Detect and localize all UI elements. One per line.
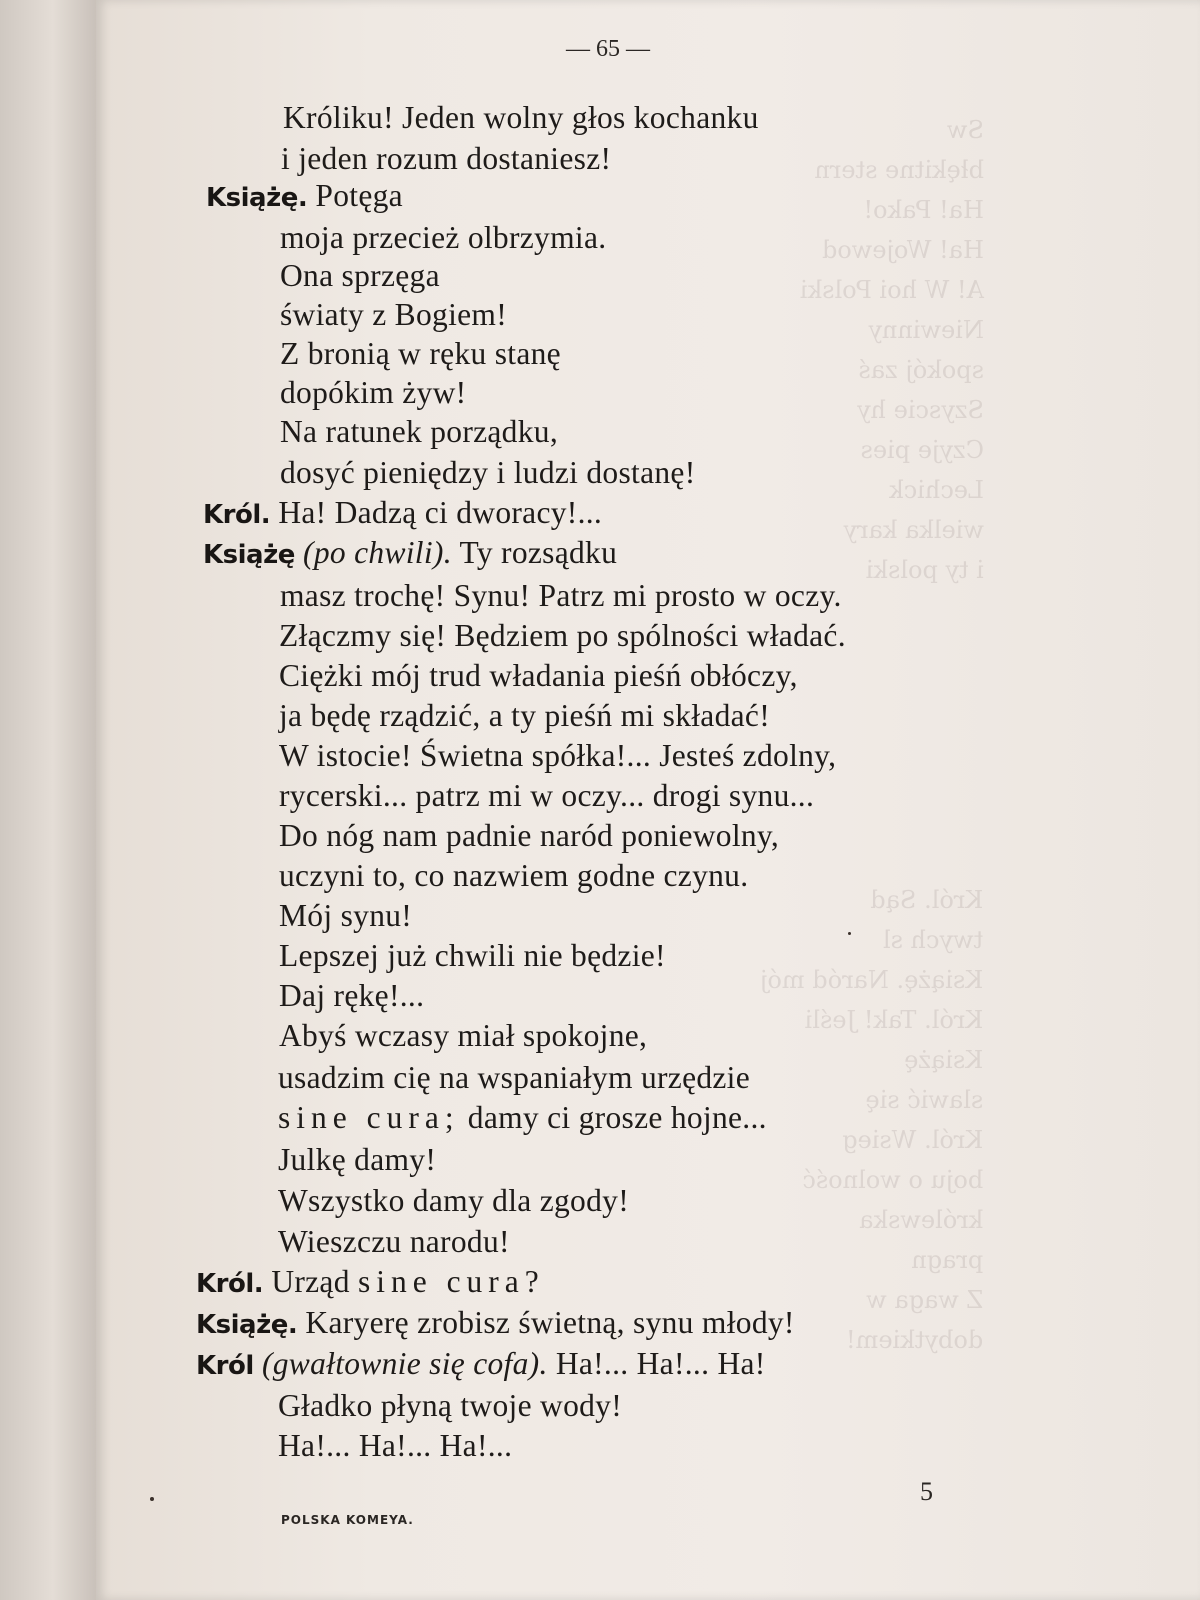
dialogue-line: Książę. Karyerę zrobisz świetną, synu młody! xyxy=(196,1305,795,1340)
verse-line: Do nóg nam padnie naród poniewolny, xyxy=(279,818,780,853)
verse-line: Wszystko damy dla zgody! xyxy=(278,1183,629,1218)
speaker-label: Książę xyxy=(203,540,295,570)
ink-speck xyxy=(150,1497,154,1501)
verse-line: dosyć pieniędzy i ludzi dostanę! xyxy=(280,455,696,490)
verse-line: sine cura; damy ci grosze hojne... xyxy=(278,1100,767,1135)
speaker-label: Książę. xyxy=(196,1310,298,1340)
verse-line: Abyś wczasy miał spokojne, xyxy=(279,1018,648,1053)
latin-phrase: sine cura xyxy=(357,1264,525,1299)
verse-line: uczyni to, co nazwiem godne czynu. xyxy=(279,858,749,893)
verse-line: Mój synu! xyxy=(279,898,413,933)
dialogue-line: Król (gwałtownie się cofa). Ha!... Ha!... Ha! xyxy=(196,1346,766,1381)
verse-line: Julkę damy! xyxy=(278,1142,437,1177)
dialogue-line: Król. Ha! Dadzą ci dworacy!... xyxy=(203,495,603,530)
verse-line: Wieszczu narodu! xyxy=(278,1224,510,1259)
speaker-label: Król. xyxy=(196,1269,264,1299)
verse-line: masz trochę! Synu! Patrz mi prosto w oczy. xyxy=(280,578,842,613)
stage-direction: (gwałtownie się cofa). xyxy=(261,1346,548,1381)
verse-line: i jeden rozum dostaniesz! xyxy=(281,141,612,176)
verse-line: W istocie! Świetna spółka!... Jesteś zdolny, xyxy=(279,738,837,773)
ink-speck xyxy=(848,932,851,935)
verse-line: dopókim żyw! xyxy=(280,375,467,410)
verse-line: rycerski... patrz mi w oczy... drogi synu... xyxy=(279,778,815,813)
verse-line: ja będę rządzić, a ty pieśń mi składać! xyxy=(279,698,770,733)
signature-mark-number: 5 xyxy=(920,1477,933,1506)
dialogue-line: Książę (po chwili). Ty rozsądku xyxy=(203,535,618,570)
verse-line: Z bronią w ręku stanę xyxy=(280,336,561,371)
signature-mark-title: POLSKA KOMEYA. xyxy=(281,1513,414,1527)
latin-phrase: sine cura; xyxy=(278,1100,460,1135)
verse-line: Ciężki mój trud władania pieśń obłóczy, xyxy=(279,658,798,693)
stage-direction: (po chwili). xyxy=(303,535,452,570)
verse-line: Na ratunek porządku, xyxy=(280,414,559,449)
speaker-label: Książę. xyxy=(206,183,308,213)
verse-line: Gładko płyną twoje wody! xyxy=(278,1388,623,1423)
speaker-label: Król. xyxy=(203,500,271,530)
verse-line: Ona sprzęga xyxy=(280,258,440,293)
verse-line: Króliku! Jeden wolny głos kochanku xyxy=(283,100,759,135)
verse-line: Ha!... Ha!... Ha!... xyxy=(278,1428,513,1463)
verse-line: usadzim cię na wspaniałym urzędzie xyxy=(278,1060,751,1095)
page-number-header: — 65 — xyxy=(566,36,650,62)
verse-line: światy z Bogiem! xyxy=(280,297,508,332)
speaker-label: Król xyxy=(196,1351,254,1381)
verse-line: Złączmy się! Będziem po spólności władać. xyxy=(279,618,846,653)
facing-page-edge xyxy=(0,0,96,1600)
verse-line: moja przecież olbrzymia. xyxy=(280,220,607,255)
verse-line: Daj rękę!... xyxy=(279,978,425,1013)
dialogue-line: Książę. Potęga xyxy=(206,178,403,213)
dialogue-line: Król. Urząd sine cura? xyxy=(196,1264,540,1299)
verse-line: Lepszej już chwili nie będzie! xyxy=(279,938,666,973)
